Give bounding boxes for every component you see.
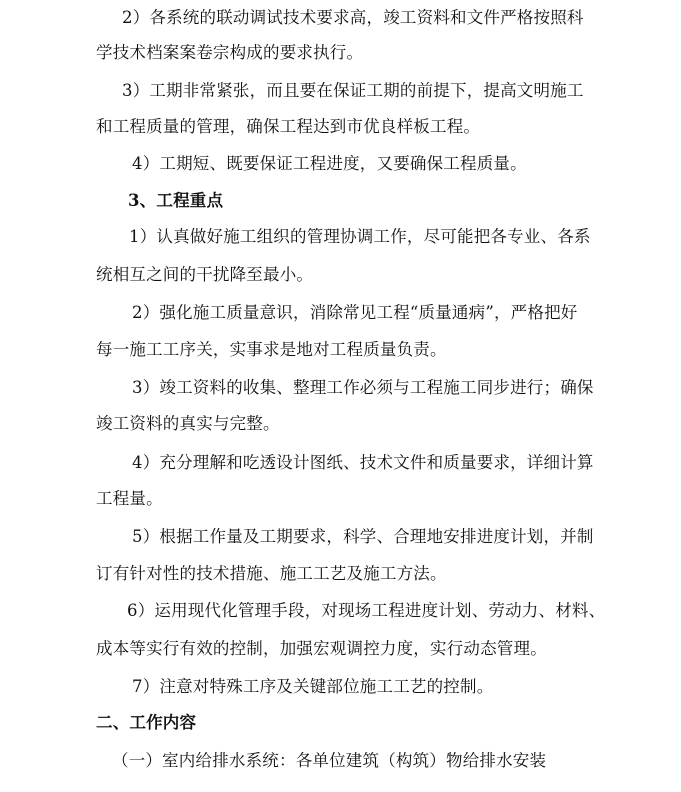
text-line: 4）工期短、既要保证工程进度，又要确保工程质量。 <box>132 154 527 173</box>
text-line: 和工程质量的管理，确保工程达到市优良样板工程。 <box>96 117 481 136</box>
text-line: 竣工资料的真实与完整。 <box>96 414 280 433</box>
text-line: 1）认真做好施工组织的管理协调工作，尽可能把各专业、各系 <box>129 227 591 246</box>
text-line: 3）竣工资料的收集、整理工作必须与工程施工同步进行；确保 <box>132 378 594 397</box>
section-heading: 3、工程重点 <box>128 191 224 210</box>
text-line: 7）注意对特殊工序及关键部位施工工艺的控制。 <box>132 677 494 696</box>
text-line: 成本等实行有效的控制，加强宏观调控力度，实行动态管理。 <box>96 639 547 658</box>
text-line: 3）工期非常紧张，而且要在保证工期的前提下，提高文明施工 <box>122 81 584 100</box>
text-line: （一）室内给排水系统：各单位建筑（构筑）物给排水安装 <box>112 751 547 770</box>
section-heading: 二、工作内容 <box>96 713 197 732</box>
text-line: 6）运用现代化管理手段，对现场工程进度计划、劳动力、材料、 <box>127 601 606 620</box>
text-line: 工程量。 <box>96 489 163 508</box>
text-line: 订有针对性的技术措施、施工工艺及施工方法。 <box>96 564 447 583</box>
text-line: 2）各系统的联动调试技术要求高，竣工资料和文件严格按照科 <box>122 8 584 27</box>
text-line: 5）根据工作量及工期要求，科学、合理地安排进度计划，并制 <box>132 527 594 546</box>
text-line: 2）强化施工质量意识，消除常见工程“质量通病”，严格把好 <box>132 303 578 322</box>
text-line: 统相互之间的干扰降至最小。 <box>96 265 314 284</box>
text-line: 学技术档案案卷宗构成的要求执行。 <box>96 43 364 62</box>
text-line: 4）充分理解和吃透设计图纸、技术文件和质量要求，详细计算 <box>132 453 594 472</box>
text-line: 每一施工工序关，实事求是地对工程质量负责。 <box>96 340 447 359</box>
